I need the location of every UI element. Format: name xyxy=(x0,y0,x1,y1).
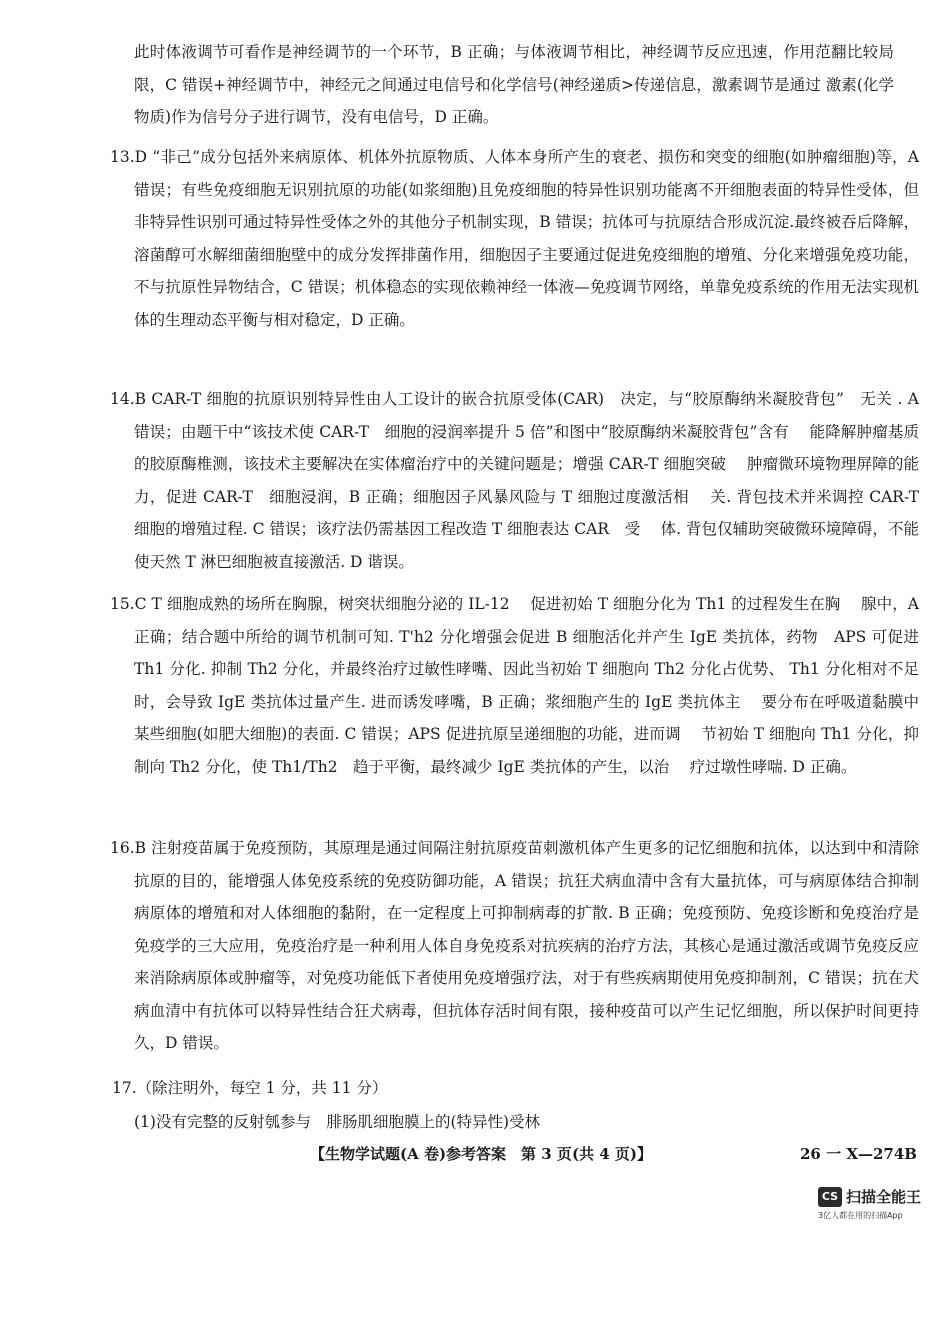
answer-text: 注射疫苗属于免疫预防，其原理是通过间隔注射抗原疫苗刺激机体产生更多的记忆细胞和抗体，以达到中和清除抗原的目的，能增强人体免疫系统的免疫防御功能，A 错误；抗狂犬病血清中含有大量抗体，可与病原体结合抑制病原体的增殖和对人体细胞的黏附，在一定程度上可抑制病毒的扩散. B 正确；免疫预防、免疫诊断和免疫治疗是免疫学的三大应用，免疫治疗是一种利用人体自身免疫系对抗疾病的治疗方法，其核心是通过激活或调节免疫反应来消除病原体或肿瘤等，对免疫功能低下者使用免疫增强疗法，对于有些疾病期使用免疫抑制剂，C 错误；抗在犬病血清中有抗体可以特异性结合狂犬病毒，但抗体存活时间有限，接种疫苗可以产生记忆细胞，所以保护时间更持久，D 错误。 xyxy=(134,839,919,1052)
continuation-paragraph: 此时体液调节可看作是神经调节的一个环节，B 正确；与体液调节相比，神经调节反应迅速，作用范翻比较局限，C 错误+神经调节中，神经元之间通过电信号和化学信号(神经递质>传递信息，激素调节是通过 激素(化学物质)作为信号分子进行调节，没有电信号，D 正确。 xyxy=(134,43,894,126)
q17-sub1: (1)没有完整的反射瓠参与 腓肠肌细胞膜上的(特异性)受林 xyxy=(134,1113,541,1131)
answer-number: 14.B xyxy=(110,390,147,408)
q17-header: 17.（除注明外，每空 1 分，共 11 分） xyxy=(112,1079,388,1097)
answer-16 xyxy=(110,832,919,1060)
answer-15 xyxy=(110,588,919,783)
answer-number: 13.D xyxy=(110,148,148,166)
logo-tagline: 3亿人都在用的扫描App xyxy=(818,1211,903,1220)
logo-name: 扫描全能王 xyxy=(846,1188,922,1206)
footer-title: 【生物学试题(A 卷)参考答案 第 3 页(共 4 页)】 xyxy=(310,1145,653,1163)
scanner-logo xyxy=(818,1186,933,1226)
answer-14 xyxy=(110,383,940,578)
cs-badge-icon: CS xyxy=(818,1187,842,1207)
answer-number: 15.C xyxy=(110,595,147,613)
answer-text: CAR-T 细胞的抗原识别特异性由人工设计的嵌合抗原受体(CAR) 决定，与“胶原酶纳米凝胶背包” 无关 . A 错误；由题干中“该技术使 CAR-T 细胞的浸润率提升 5 倍”和图中“胶原酶纳米凝胶背包”含有 能降解肿瘤基质的胶原酶椎测，该技术主要解决在实体瘤治疗中的关键问题是；增强 CAR-T 细胞突破 肿瘤微环境物理屏障的能力，促进 CAR-T 细胞浸润，B 正确；细胞因子风暴风险与 T 细胞过度激活相 关. 背包技术并米调控 CAR-T 细胞的增殖过程. C 错误；该疗法仍需基因工程改造 T 细胞表达 CAR 受 体. 背包仅辅助突破微环境障碍，不能使天然 T 淋巴细胞被直接激活. D 谐误。 xyxy=(134,390,940,571)
answer-number: 16.B xyxy=(110,839,147,857)
answer-text: “非己”成分包括外来病原体、机体外抗原物质、人体本身所产生的衰老、损伤和突变的细胞(如肿瘤细胞)等，A 错误；有些免疫细胞无识别抗原的功能(如浆细胞)且免疫细胞的特异性识别功能离不开细胞表面的特异性受体，但非特异性识别可通过特异性受体之外的其他分子机制实现，B 错误；抗体可与抗原结合形成沉淀.最终被吞后降解，溶菌醇可水解细菌细胞壁中的成分发挥排菌作用，细胞因子主要通过促进免疫细胞的增殖、分化来增强免疫功能，不与抗原性异物结合，C 错误；机体稳态的实现依赖神经一体液—免疫调节网络，单靠免疫系统的作用无法实现机体的生理动态平衡与相对稳定，D 正确。 xyxy=(134,148,919,329)
answer-text: T 细胞成熟的场所在胸腺，树突状细胞分泌的 IL-12 促进初始 T 细胞分化为 Th1 的过程发生在胸 腺中，A 正确；结合题中所给的调节机制可知. T'h2 分化增强会促进 B 细胞活化并产生 IgE 类抗体，药物 APS 可促进 Th1 分化. 抑制 Th2 分化，并最终治疗过敏性哮嘴、因此当初始 T 细胞向 Th2 分化占优势、 Th1 分化相对不足时，会导致 IgE 类抗体过量产生. 进而诱发哮嘴，B 正确；浆细胞产生的 IgE 类抗体主 要分布在呼吸道黏膜中某些细胞(如肥大细胞)的表面. C 错误；APS 促进抗原呈递细胞的功能，进而调 节初始 T 细胞向 Th1 分化，抑制向 Th2 分化，使 Th1/Th2 趋于平衡，最终减少 IgE 类抗体的产生，以治 疗过墩性哮喘. D 正确。 xyxy=(134,595,919,776)
footer-code: 26 一 X—274B xyxy=(800,1145,917,1163)
answer-13 xyxy=(110,141,919,336)
